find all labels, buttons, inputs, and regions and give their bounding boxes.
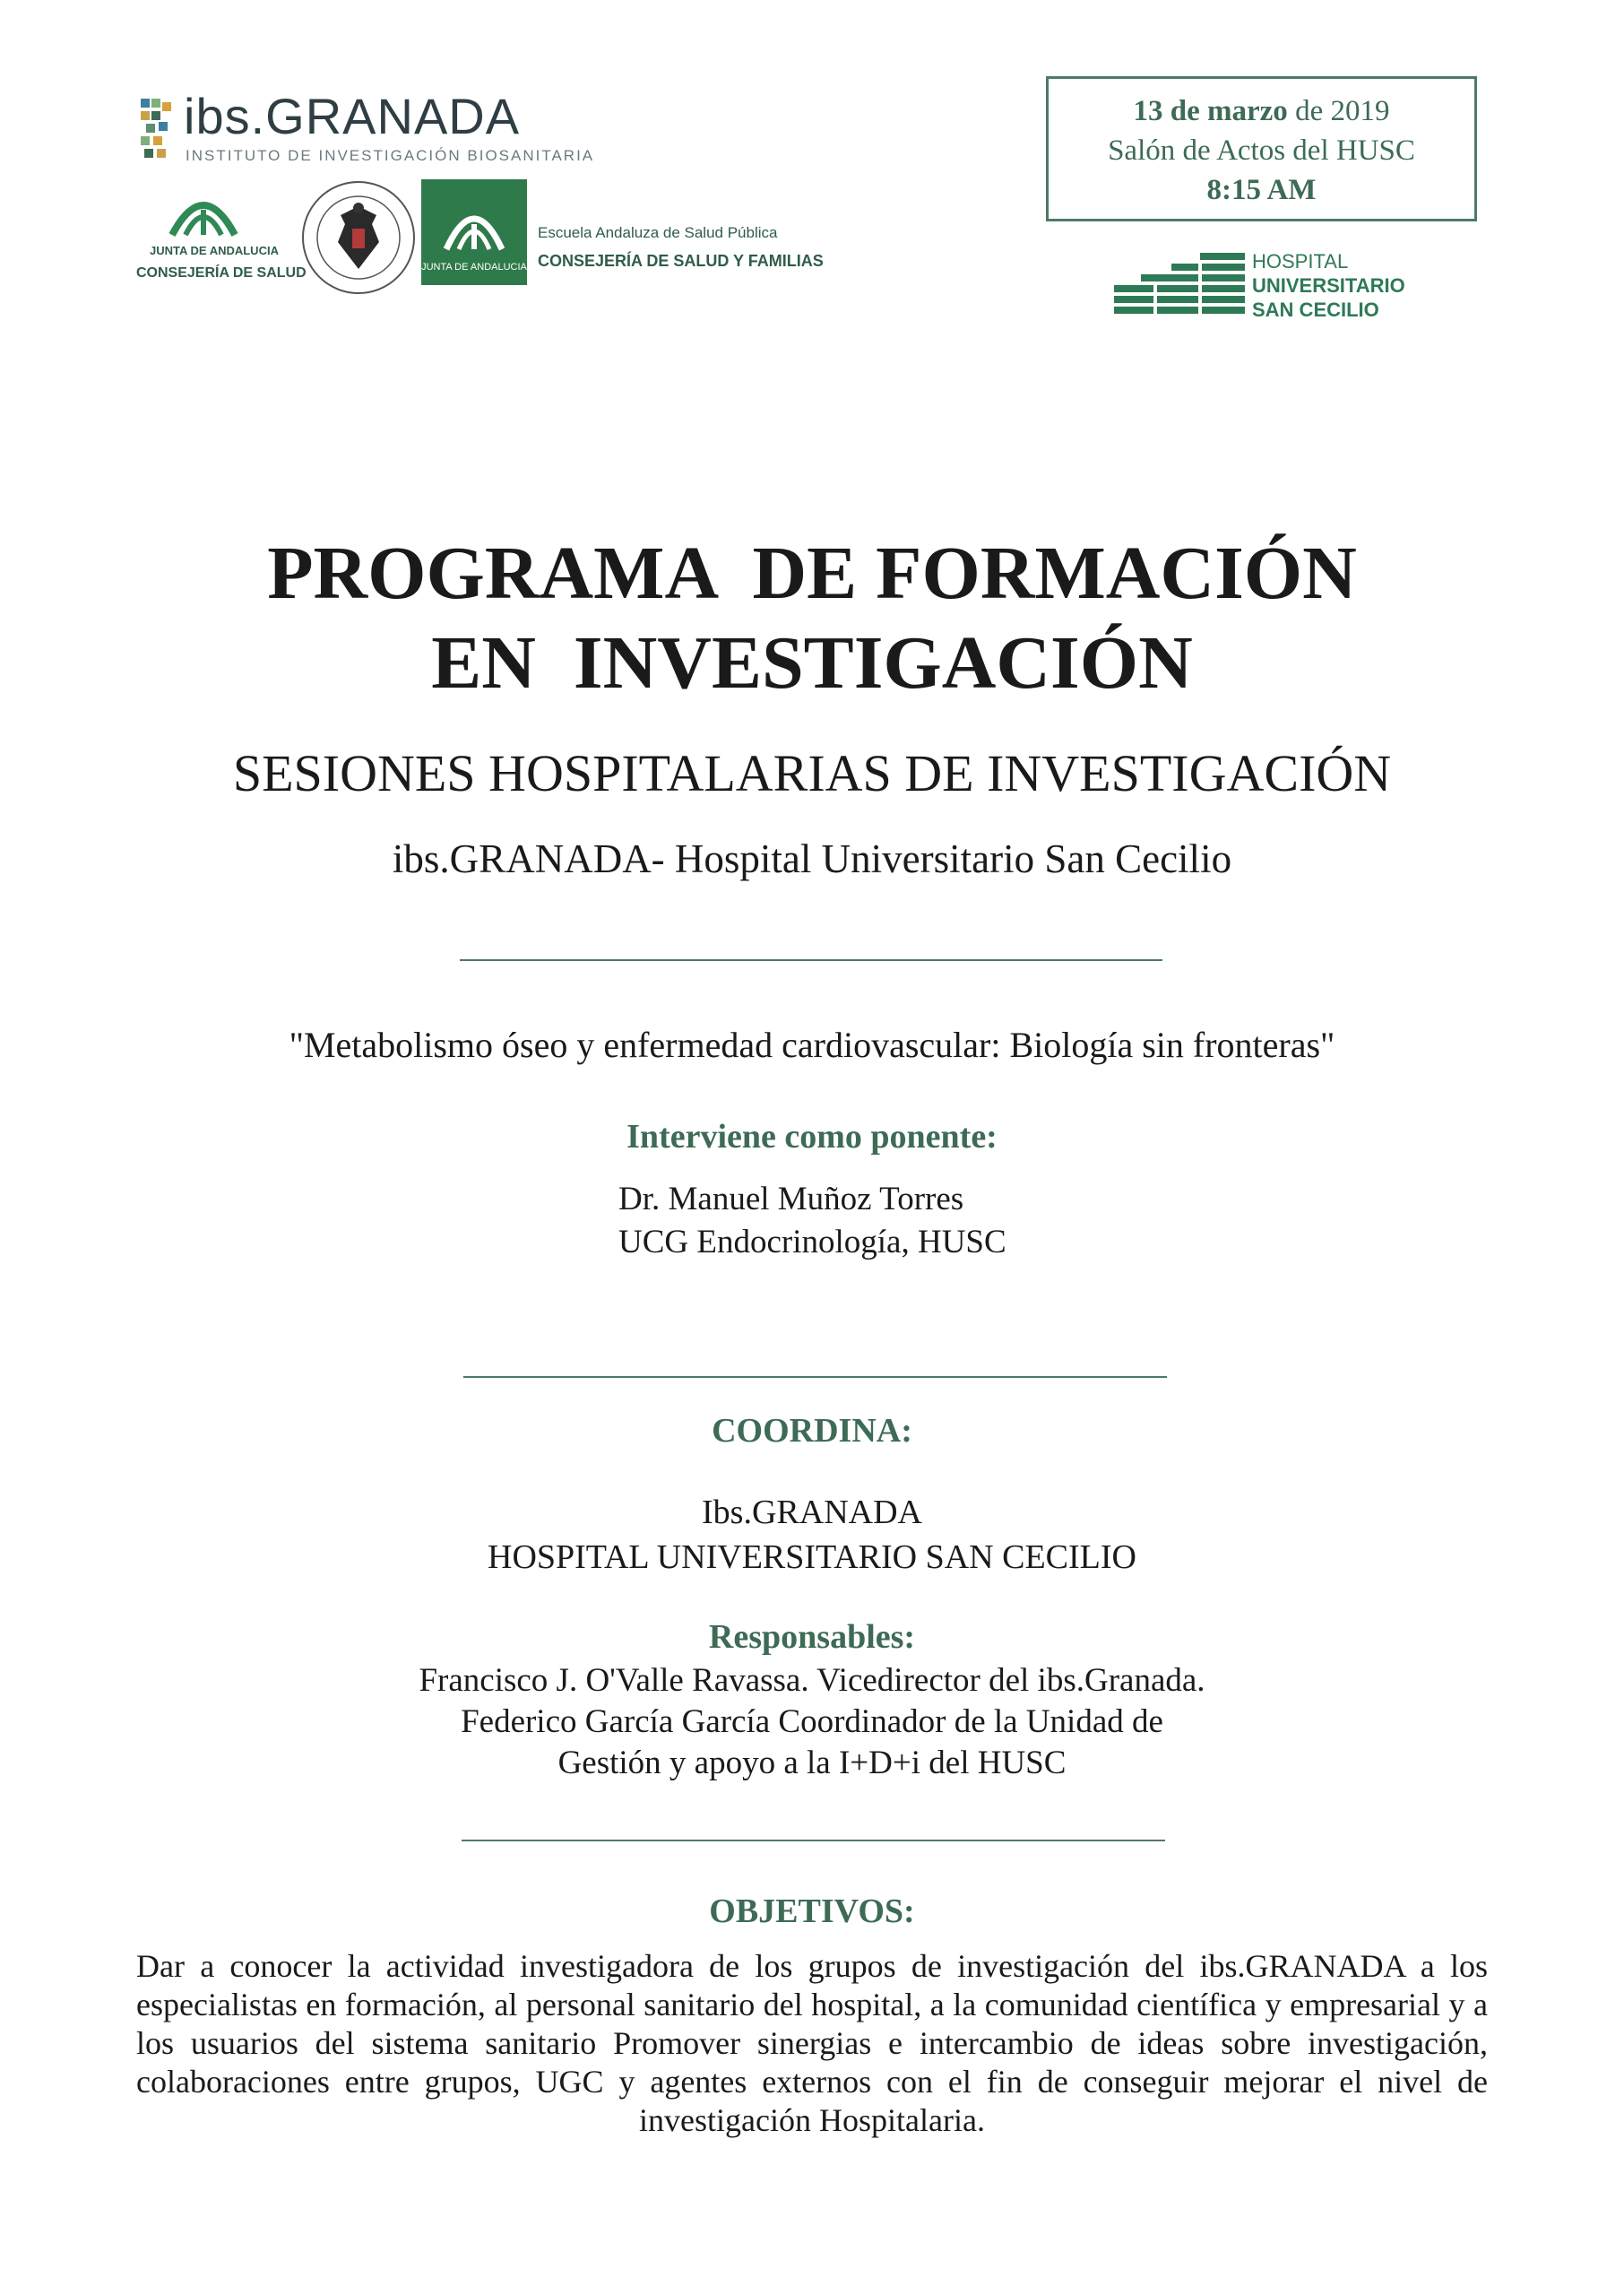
university-seal	[300, 179, 417, 296]
subtitle: SESIONES HOSPITALARIAS DE INVESTIGACIÓN	[232, 744, 1392, 802]
speaker-name: Dr. Manuel Muñoz Torres	[618, 1181, 964, 1217]
responsables-body	[0, 1660, 1624, 1784]
junta-label-2: JUNTA DE ANDALUCIA	[421, 262, 527, 273]
hospital-san-cecilio-logo	[1114, 251, 1248, 323]
responsable-line-2: Federico García García Coordinador de la Unidad de	[461, 1703, 1163, 1740]
session-topic: "Metabolismo óseo y enfermedad cardiovascular: Biología sin fronteras"	[289, 1025, 1335, 1065]
coordination-heading: COORDINA:	[712, 1412, 912, 1450]
junta-andalucia-logo	[136, 179, 307, 287]
hospital-line-2: UNIVERSITARIO	[1252, 274, 1405, 297]
speaker-unit: UCG Endocrinología, HUSC	[618, 1224, 1006, 1260]
junta-andalucia-logo-2	[421, 179, 527, 285]
consejeria-salud-familias-label: CONSEJERÍA DE SALUD Y FAMILIAS	[538, 252, 824, 270]
responsable-line-1: Francisco J. O'Valle Ravassa. Vicedirector del ibs.Granada.	[419, 1662, 1205, 1699]
university-granada-seal-icon	[300, 179, 417, 296]
responsables-heading: Responsables:	[708, 1618, 916, 1656]
speaker-heading: Interviene como ponente:	[626, 1118, 998, 1156]
consejeria-salud-label: CONSEJERÍA DE SALUD	[136, 265, 307, 281]
main-title-line-2: EN INVESTIGACIÓN	[431, 621, 1193, 705]
ibs-mosaic-icon	[139, 97, 175, 164]
event-venue: Salón de Actos del HUSC	[1108, 134, 1415, 167]
ibs-logo-name: ibs.GRANADA	[184, 88, 521, 144]
hospital-line-1: HOSPITAL	[1252, 250, 1349, 273]
speaker-info	[618, 1178, 1006, 1264]
coordination-body	[0, 1490, 1624, 1580]
escuela-andaluza-label: Escuela Andaluza de Salud Pública	[538, 224, 778, 241]
junta-arch-icon-2	[421, 185, 527, 256]
hospital-name	[1252, 249, 1405, 322]
divider-2	[463, 1376, 1167, 1378]
ibs-granada-logo	[139, 97, 175, 164]
organizer-line: ibs.GRANADA- Hospital Universitario San Cecilio	[392, 836, 1232, 881]
coordination-line-2: HOSPITAL UNIVERSITARIO SAN CECILIO	[488, 1538, 1136, 1576]
hospital-line-3: SAN CECILIO	[1252, 299, 1379, 321]
event-date-line	[1049, 91, 1474, 131]
coordination-line-1: Ibs.GRANADA	[702, 1494, 922, 1531]
objectives-text: Dar a conocer la actividad investigadora de los grupos de investigación del ibs.GRANADA a los especialistas en formación, al personal sanitario del hospital, a la comunidad científica y empresarial y a los usuarios del sistema sanitario Promover sinergias e intercambio de ideas sobre investigación, colaboraciones entre grupos, UGC y agentes externos con el fin de conseguir mejorar el nivel de investigación Hospitalaria.	[136, 1948, 1488, 2138]
divider-1	[460, 959, 1162, 961]
ibs-logo-subtitle: INSTITUTO DE INVESTIGACIÓN BIOSANITARIA	[186, 147, 595, 164]
hospital-building-icon	[1114, 251, 1248, 323]
event-date: 13 de marzo	[1133, 95, 1288, 127]
divider-3	[462, 1840, 1165, 1841]
junta-label: JUNTA DE ANDALUCIA	[150, 244, 279, 257]
junta-arch-icon	[136, 179, 271, 242]
event-time: 8:15 AM	[1206, 174, 1317, 206]
event-year: de 2019	[1295, 95, 1390, 127]
objectives-heading: OBJETIVOS:	[709, 1892, 915, 1930]
responsable-line-3: Gestión y apoyo a la I+D+i del HUSC	[557, 1745, 1067, 1781]
event-info-box	[1046, 76, 1477, 221]
main-title-line-1: PROGRAMA DE FORMACIÓN	[267, 532, 1357, 615]
